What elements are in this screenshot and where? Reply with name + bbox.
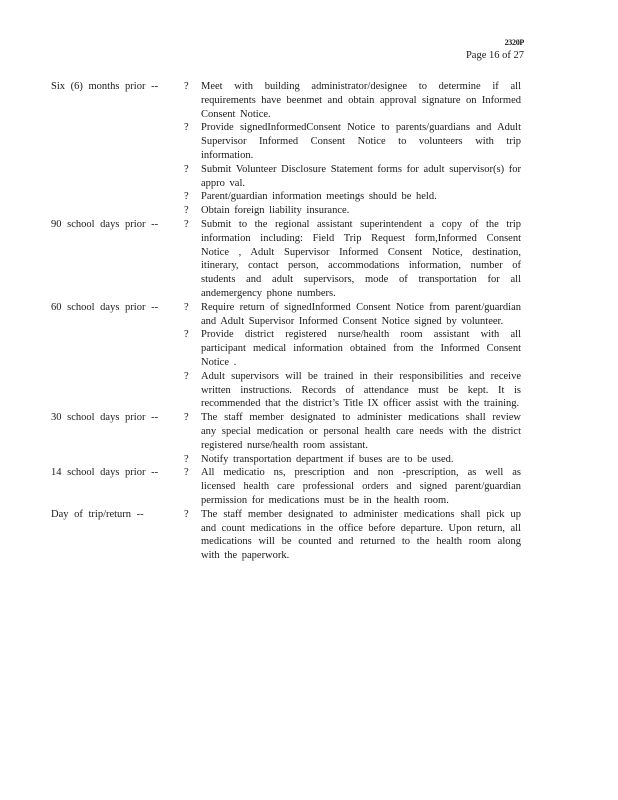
task-list	[0, 301, 618, 411]
timeframe-label: 60 school days prior --	[51, 301, 159, 313]
timeframe-label: 90 school days prior --	[51, 218, 159, 230]
timeframe-label: 14 school days prior --	[51, 467, 159, 479]
task-item	[0, 204, 521, 218]
task-item	[0, 80, 521, 121]
bullet-icon: ?	[184, 301, 189, 313]
task-item	[0, 370, 521, 411]
task-text: The staff member designated to administer medications shall pick up and count medications in the office before departure. Upon return, all medications will be counted and returned to the health room along with the paperwork.	[201, 508, 521, 562]
schedule-section-day-of-trip	[0, 508, 618, 563]
task-item	[0, 218, 521, 301]
bullet-icon: ?	[184, 329, 189, 341]
timeframe-label: Day of trip/return --	[51, 508, 144, 520]
task-item	[0, 453, 521, 467]
task-item	[0, 466, 521, 507]
bullet-icon: ?	[184, 218, 189, 230]
task-list	[0, 411, 618, 466]
task-text: Obtain foreign liability insurance.	[201, 205, 350, 217]
timeframe-label: 30 school days prior --	[51, 412, 159, 424]
task-text: The staff member designated to administer medications shall review any special medication or personal health care needs with the district registered nurse/health room assistant.	[201, 412, 521, 451]
schedule-section-60-days	[0, 301, 618, 411]
page-number: Page 16 of 27	[465, 50, 524, 61]
schedule-section-14-days	[0, 466, 618, 507]
schedule-section-six-months	[0, 80, 618, 218]
task-item	[0, 163, 521, 191]
bullet-icon: ?	[184, 370, 189, 382]
bullet-icon: ?	[184, 467, 189, 479]
bullet-icon: ?	[184, 163, 189, 175]
task-text: Require return of signedInformed Consent Notice from parent/guardian and Adult Supervisor Informed Consent Notice signed by volunteer.	[201, 301, 521, 327]
task-text: Notify transportation department if buses are to be used.	[201, 453, 454, 465]
task-text: Submit to the regional assistant superintendent a copy of the trip information including: Field Trip Request form,Informed Consent Notice , Adult Supervisor Informed Consent Notice, destination, itinerary, contact person, accommodations information, number of students and adult supervisors, mode of transportation for all andemergency phone numbers.	[201, 218, 521, 299]
bullet-icon: ?	[184, 508, 189, 520]
task-item	[0, 328, 521, 369]
task-list	[0, 508, 618, 563]
task-item	[0, 411, 521, 452]
task-list	[0, 466, 618, 507]
task-text: Provide district registered nurse/health room assistant with all participant medical information obtained from the Informed Consent Notice .	[201, 329, 521, 368]
task-text: Meet with building administrator/designee to determine if all requirements have beenmet and obtain approval signature on Informed Consent Notice.	[201, 81, 521, 120]
task-item	[0, 121, 521, 162]
task-item	[0, 508, 521, 563]
task-list	[0, 80, 618, 218]
task-text: Adult supervisors will be trained in their responsibilities and receive written instructions. Records of attendance must be kept. It is recommended that the district’s Title IX officer assist with the training.	[201, 370, 521, 410]
bullet-icon: ?	[184, 191, 189, 203]
task-list	[0, 218, 618, 301]
task-item	[0, 190, 521, 204]
task-item	[0, 301, 521, 329]
bullet-icon: ?	[184, 81, 189, 92]
task-text: Provide signedInformedConsent Notice to parents/guardians and Adult Supervisor Informed Consent Notice to volunteers with trip information.	[201, 122, 521, 161]
timeframe-label: Six (6) months prior --	[51, 81, 159, 92]
task-text: Submit Volunteer Disclosure Statement forms for adult supervisor(s) for appro val.	[201, 163, 521, 189]
schedule-section-30-days	[0, 411, 618, 466]
schedule-section-90-days	[0, 218, 618, 301]
bullet-icon: ?	[184, 453, 189, 465]
task-text: Parent/guardian information meetings should be held.	[201, 191, 437, 203]
document-code: 2320P	[504, 38, 524, 47]
bullet-icon: ?	[184, 412, 189, 424]
timeline-schedule	[0, 80, 618, 563]
bullet-icon: ?	[184, 122, 189, 134]
task-text: All medicatio ns, prescription and non -prescription, as well as licensed health care professional orders and signed parent/guardian permission for medications must be in the health room.	[201, 467, 521, 506]
bullet-icon: ?	[184, 205, 189, 217]
